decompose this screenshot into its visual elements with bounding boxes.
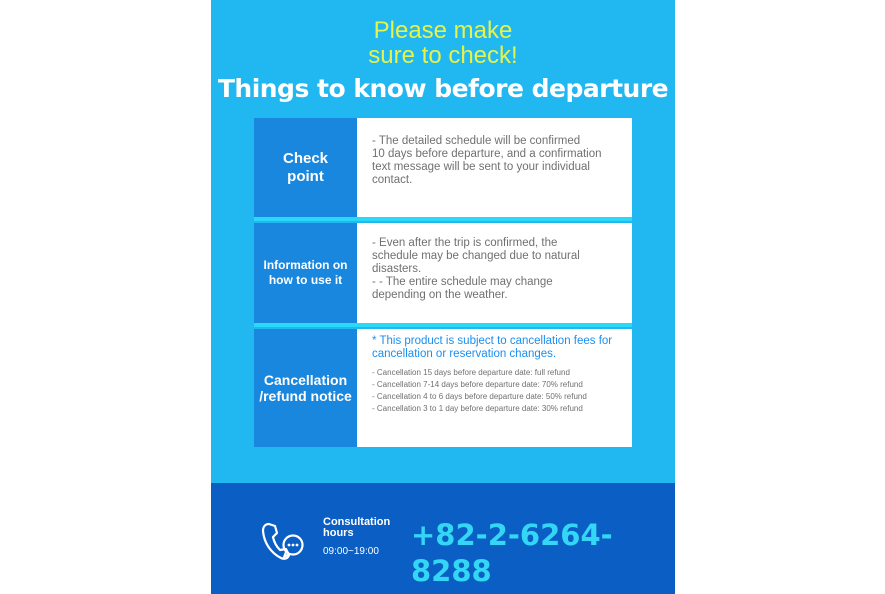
headline-line-1: Please make bbox=[373, 17, 513, 44]
text-line: text message will be sent to your individual bbox=[372, 161, 590, 173]
row-label-information: Information on how to use it bbox=[254, 223, 357, 323]
refund-item: - Cancellation 15 days before departure date: full refund bbox=[372, 368, 570, 377]
text-line: 10 days before departure, and a confirmation bbox=[372, 148, 602, 160]
phone-number[interactable]: +82-2-6264-8288 bbox=[411, 518, 613, 588]
text-line: - The detailed schedule will be confirmed bbox=[372, 135, 581, 147]
row-label-check-point: Check point bbox=[254, 118, 357, 217]
consultation-label: Consultation hours bbox=[323, 516, 391, 539]
row-text-information bbox=[372, 237, 626, 302]
row-check-point bbox=[254, 118, 632, 217]
text-line: depending on the weather. bbox=[372, 289, 508, 301]
row-text-check-point bbox=[372, 135, 626, 187]
page-title: Things to know before departure bbox=[217, 74, 669, 103]
row-information bbox=[254, 223, 632, 323]
text-line: - Even after the trip is confirmed, the bbox=[372, 237, 558, 249]
row-divider bbox=[254, 217, 632, 221]
refund-item: - Cancellation 4 to 6 days before departure date: 50% refund bbox=[372, 392, 587, 401]
phone-chat-icon bbox=[259, 518, 307, 562]
consultation-hours: 09:00~19:00 bbox=[323, 546, 379, 557]
footer-contact bbox=[211, 483, 675, 594]
text-line: contact. bbox=[372, 174, 413, 186]
row-divider bbox=[254, 323, 632, 327]
refund-list bbox=[372, 367, 626, 415]
text-line: schedule may be changed due to natural bbox=[372, 250, 580, 262]
row-label-cancellation: Cancellation /refund notice bbox=[254, 329, 357, 447]
cancellation-note: * This product is subject to cancellation fees for cancellation or reservation changes. bbox=[372, 335, 613, 360]
text-line: - - The entire schedule may change bbox=[372, 276, 553, 288]
refund-item: - Cancellation 3 to 1 day before departure date: 30% refund bbox=[372, 404, 583, 413]
row-cancellation bbox=[254, 329, 632, 447]
refund-item: - Cancellation 7-14 days before departure date: 70% refund bbox=[372, 380, 583, 389]
row-text-cancellation bbox=[372, 335, 626, 415]
text-line: disasters. bbox=[372, 263, 422, 275]
headline-line-2: sure to check! bbox=[368, 42, 518, 69]
